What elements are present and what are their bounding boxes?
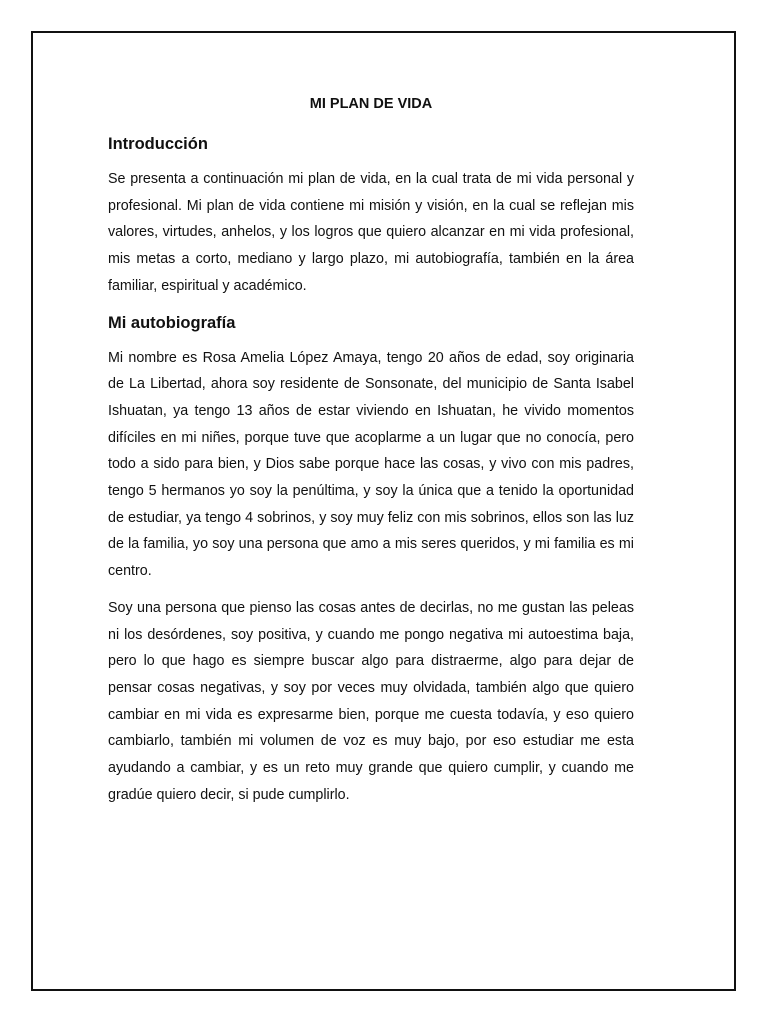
section-heading-autobiografia: Mi autobiografía — [108, 313, 236, 332]
document-page — [31, 31, 736, 991]
section-heading-introduccion: Introducción — [108, 135, 208, 153]
paragraph-autobiografia-1: Mi nombre es Rosa Amelia López Amaya, tengo 20 años de edad, soy originaria de La Libertad, ahora soy residente de Sonsonate, del municipio de Santa Isabel Ishuatan, ya tengo 13 años de estar viviendo en Ishuatan, he vivido momentos difíciles en mi niñes, porque tuve que acoplarme a un lugar que no conocía, pero todo a sido para bien, y Dios sabe porque hace las cosas, y vivo con mis padres, tengo 5 hermanos yo soy la penúltima, y soy la única que a tenido la oportunidad de estudiar, ya tengo 4 sobrinos, y soy muy feliz con mis sobrinos, ellos son las luz de la familia, yo soy una persona que amo a mis seres queridos, y mi familia es mi centro. — [108, 349, 634, 580]
document-body — [108, 91, 634, 818]
paragraph-autobiografia-2: Soy una persona que pienso las cosas antes de decirlas, no me gustan las peleas ni los desórdenes, soy positiva, y cuando me pongo negativa mi autoestima baja, pero lo que hago es siempre buscar algo para distraerme, algo para dejar de pensar cosas negativas, y soy por veces muy olvidada, también algo que quiero cambiar en mi vida es expresarme bien, porque me cuesta todavía, y eso quiero cambiarlo, también mi volumen de voz es muy bajo, por eso estudiar me esta ayudando a cambiar, y es un reto muy grande que quiero cumplir, y cuando me gradúe quiero decir, si pude cumplirlo. — [108, 599, 634, 803]
paragraph-introduccion: Se presenta a continuación mi plan de vida, en la cual trata de mi vida personal y profesional. Mi plan de vida contiene mi misión y visión, en la cual se reflejan mis valores, virtudes, anhelos, y los logros que quiero alcanzar en mi vida profesional, mis metas a corto, mediano y largo plazo, mi autobiografía, también en la área familiar, espiritual y académico. — [108, 171, 634, 294]
document-title: MI PLAN DE VIDA — [309, 96, 433, 112]
